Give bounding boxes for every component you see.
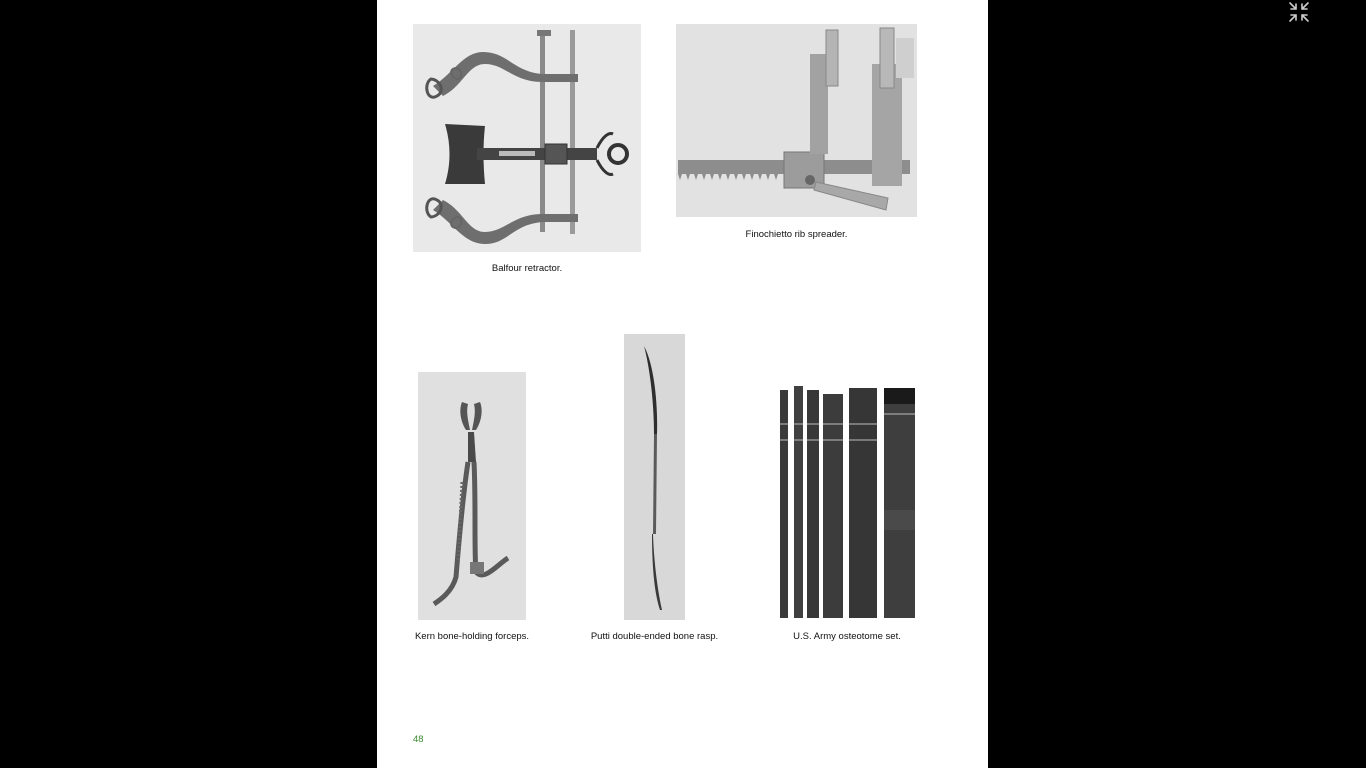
kern-bone-holding-forceps-photo bbox=[418, 372, 526, 620]
exit-fullscreen-button[interactable] bbox=[1287, 0, 1311, 24]
us-army-osteotome-set-caption: U.S. Army osteotome set. bbox=[793, 631, 901, 642]
page-number: 48 bbox=[413, 734, 424, 745]
exit-fullscreen-icon bbox=[1287, 0, 1311, 24]
putti-double-ended-bone-rasp-caption: Putti double-ended bone rasp. bbox=[590, 631, 719, 642]
putti-double-ended-bone-rasp-photo bbox=[624, 334, 685, 620]
balfour-retractor-photo bbox=[413, 24, 641, 252]
book-page bbox=[377, 0, 988, 768]
us-army-osteotome-set-photo bbox=[777, 384, 917, 620]
kern-bone-holding-forceps-caption: Kern bone-holding forceps. bbox=[414, 631, 530, 642]
finochietto-rib-spreader-caption: Finochietto rib spreader. bbox=[745, 229, 848, 240]
finochietto-rib-spreader-photo bbox=[676, 24, 917, 217]
balfour-retractor-caption: Balfour retractor. bbox=[491, 263, 563, 274]
